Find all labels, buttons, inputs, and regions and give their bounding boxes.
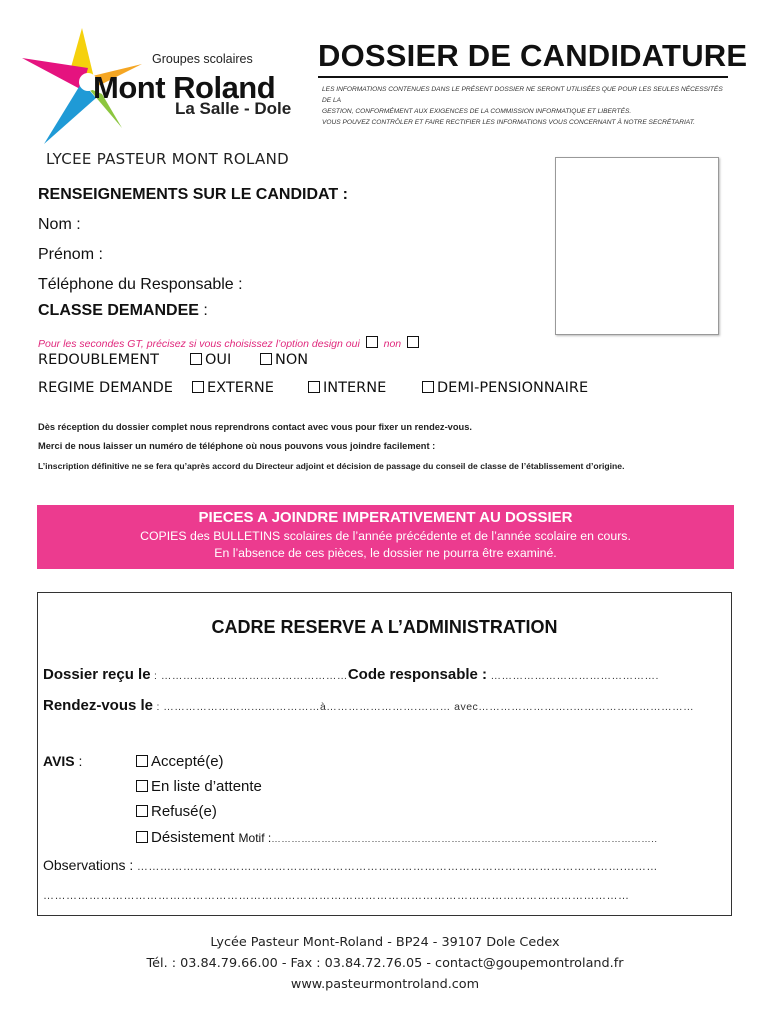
dossier-recu-label: Dossier reçu le [43, 666, 151, 683]
footer-contact: Tél. : 03.84.79.66.00 - Fax : 03.84.72.76.05 - contact@goupemontroland.fr [146, 956, 624, 971]
redoublement-non-checkbox[interactable] [260, 353, 272, 365]
prenom-field[interactable]: Prénom : [38, 246, 103, 263]
logo-name: Mont Roland [93, 70, 276, 105]
observations-dots[interactable]: ……………………………………………………………………………………………………………….……… [133, 861, 658, 873]
telephone-field[interactable]: Téléphone du Responsable : [38, 276, 243, 293]
design-note-text: Pour les secondes GT, précisez si vous choisissez l’option design oui [38, 338, 360, 350]
title-underline [318, 76, 728, 78]
redoublement-row [38, 352, 738, 372]
avis-attente-checkbox[interactable] [136, 780, 148, 792]
privacy-notice-line: GESTION, CONFORMÉMENT AUX EXIGENCES DE LA COMMISSION INFORMATIQUE ET LIBERTÉS. [322, 108, 632, 115]
avis-option-label: Désistement [151, 829, 235, 846]
avis-colon: : [74, 753, 83, 769]
regime-externe-checkbox[interactable] [192, 381, 204, 393]
avis-label: AVIS [43, 753, 75, 769]
logo-location: La Salle - Dole [175, 99, 292, 118]
avis-option-label: Accepté(e) [151, 753, 224, 770]
rendez-vous-dots[interactable]: : ……………………....……………à…………………….……… avec……………………..…………………………… [153, 701, 695, 713]
redoublement-non-label: NON [275, 352, 309, 368]
observations-label: Observations : [43, 857, 134, 873]
design-non-checkbox[interactable] [407, 336, 419, 348]
regime-demi-label: DEMI-PENSIONNAIRE [437, 380, 589, 396]
redoublement-label: REDOUBLEMENT [38, 352, 159, 368]
privacy-notice [322, 84, 732, 128]
redoublement-oui-checkbox[interactable] [190, 353, 202, 365]
code-responsable-dots[interactable]: ………………………………………. [487, 670, 659, 682]
dossier-recu-row [43, 666, 659, 683]
observations-dots-2[interactable]: ……………………………………………………………………………………………………………………………………… [43, 890, 630, 902]
admin-title: CADRE RESERVE A L’ADMINISTRATION [211, 617, 558, 637]
info-line: Merci de nous laisser un numéro de téléphone où nous pouvons vous joindre facilement : [38, 441, 436, 451]
admin-reserved-box [37, 592, 732, 916]
regime-externe-label: EXTERNE [207, 380, 274, 396]
code-responsable-label: Code responsable : [347, 666, 488, 683]
footer-address: Lycée Pasteur Mont-Roland - BP24 - 39107 Dole Cedex [210, 935, 560, 950]
avis-option-label: Refusé(e) [151, 803, 217, 820]
footer-website[interactable]: www.pasteurmontroland.com [290, 977, 480, 992]
classe-field[interactable] [38, 302, 208, 320]
photo-box[interactable] [555, 157, 719, 335]
regime-interne-label: INTERNE [323, 380, 387, 396]
regime-externe-option[interactable] [192, 380, 274, 396]
design-option-note [38, 336, 422, 350]
observations-line-2 [43, 886, 630, 903]
regime-interne-option[interactable] [308, 380, 386, 396]
avis-option-refuse[interactable] [136, 803, 217, 820]
logo-tagline: Groupes scolaires [152, 52, 253, 66]
design-oui-checkbox[interactable] [366, 336, 378, 348]
info-line: L’inscription définitive ne se fera qu’après accord du Directeur adjoint et décision de passage du conseil de classe de l’établissement d’origine. [38, 461, 625, 471]
privacy-notice-line: LES INFORMATIONS CONTENUES DANS LE PRÉSENT DOSSIER NE SERONT UTILISÉES QUE POUR LES SEULES NÉCESSITÉS DE LA [322, 86, 723, 104]
info-line: Dès réception du dossier complet nous reprendrons contact avec vous pour fixer un rendez-vous. [38, 422, 472, 432]
motif-label: Motif : [238, 831, 272, 845]
dossier-recu-dots[interactable]: : …………………………………………… [150, 670, 348, 682]
avis-option-attente[interactable] [136, 778, 262, 795]
banner-title: PIECES A JOINDRE IMPERATIVEMENT AU DOSSIER [198, 509, 573, 526]
privacy-notice-line: VOUS POUVEZ CONTRÔLER ET FAIRE RECTIFIER LES INFORMATIONS VOUS CONCERNANT À NOTRE SECRÉTARIAT. [322, 119, 695, 126]
observations-row [43, 857, 658, 873]
candidate-section-heading: RENSEIGNEMENTS SUR LE CANDIDAT : [38, 186, 348, 203]
rendez-vous-row [43, 697, 694, 714]
redoublement-oui-label: OUI [205, 352, 232, 368]
banner-line: En l’absence de ces pièces, le dossier ne pourra être examiné. [214, 546, 557, 560]
motif-dots[interactable]: …………………………………………………………………………………………………….. [271, 834, 658, 845]
required-documents-banner [37, 505, 734, 569]
redoublement-oui-option[interactable] [190, 352, 231, 368]
regime-label: REGIME DEMANDE [38, 380, 173, 396]
avis-option-label: En liste d’attente [151, 778, 262, 795]
redoublement-non-option[interactable] [260, 352, 308, 368]
avis-label-row [43, 753, 82, 769]
star-blue-arm [44, 82, 96, 144]
nom-field[interactable]: Nom : [38, 216, 81, 233]
regime-demi-option[interactable] [422, 380, 588, 396]
classe-label: CLASSE DEMANDEE [38, 302, 199, 319]
school-name: LYCEE PASTEUR MONT ROLAND [46, 150, 289, 168]
banner-line: COPIES des BULLETINS scolaires de l’année précédente et de l’année scolaire en cours. [140, 529, 631, 543]
regime-row [38, 380, 738, 400]
avis-accepte-checkbox[interactable] [136, 755, 148, 767]
classe-colon: : [198, 302, 208, 319]
avis-refuse-checkbox[interactable] [136, 805, 148, 817]
design-non-label: non [383, 338, 402, 350]
regime-interne-checkbox[interactable] [308, 381, 320, 393]
avis-desistement-checkbox[interactable] [136, 831, 148, 843]
avis-option-accepte[interactable] [136, 753, 224, 770]
page-title: DOSSIER DE CANDIDATURE [318, 38, 748, 73]
rendez-vous-label: Rendez-vous le [43, 697, 154, 714]
regime-demi-checkbox[interactable] [422, 381, 434, 393]
avis-option-desistement[interactable] [136, 829, 658, 846]
